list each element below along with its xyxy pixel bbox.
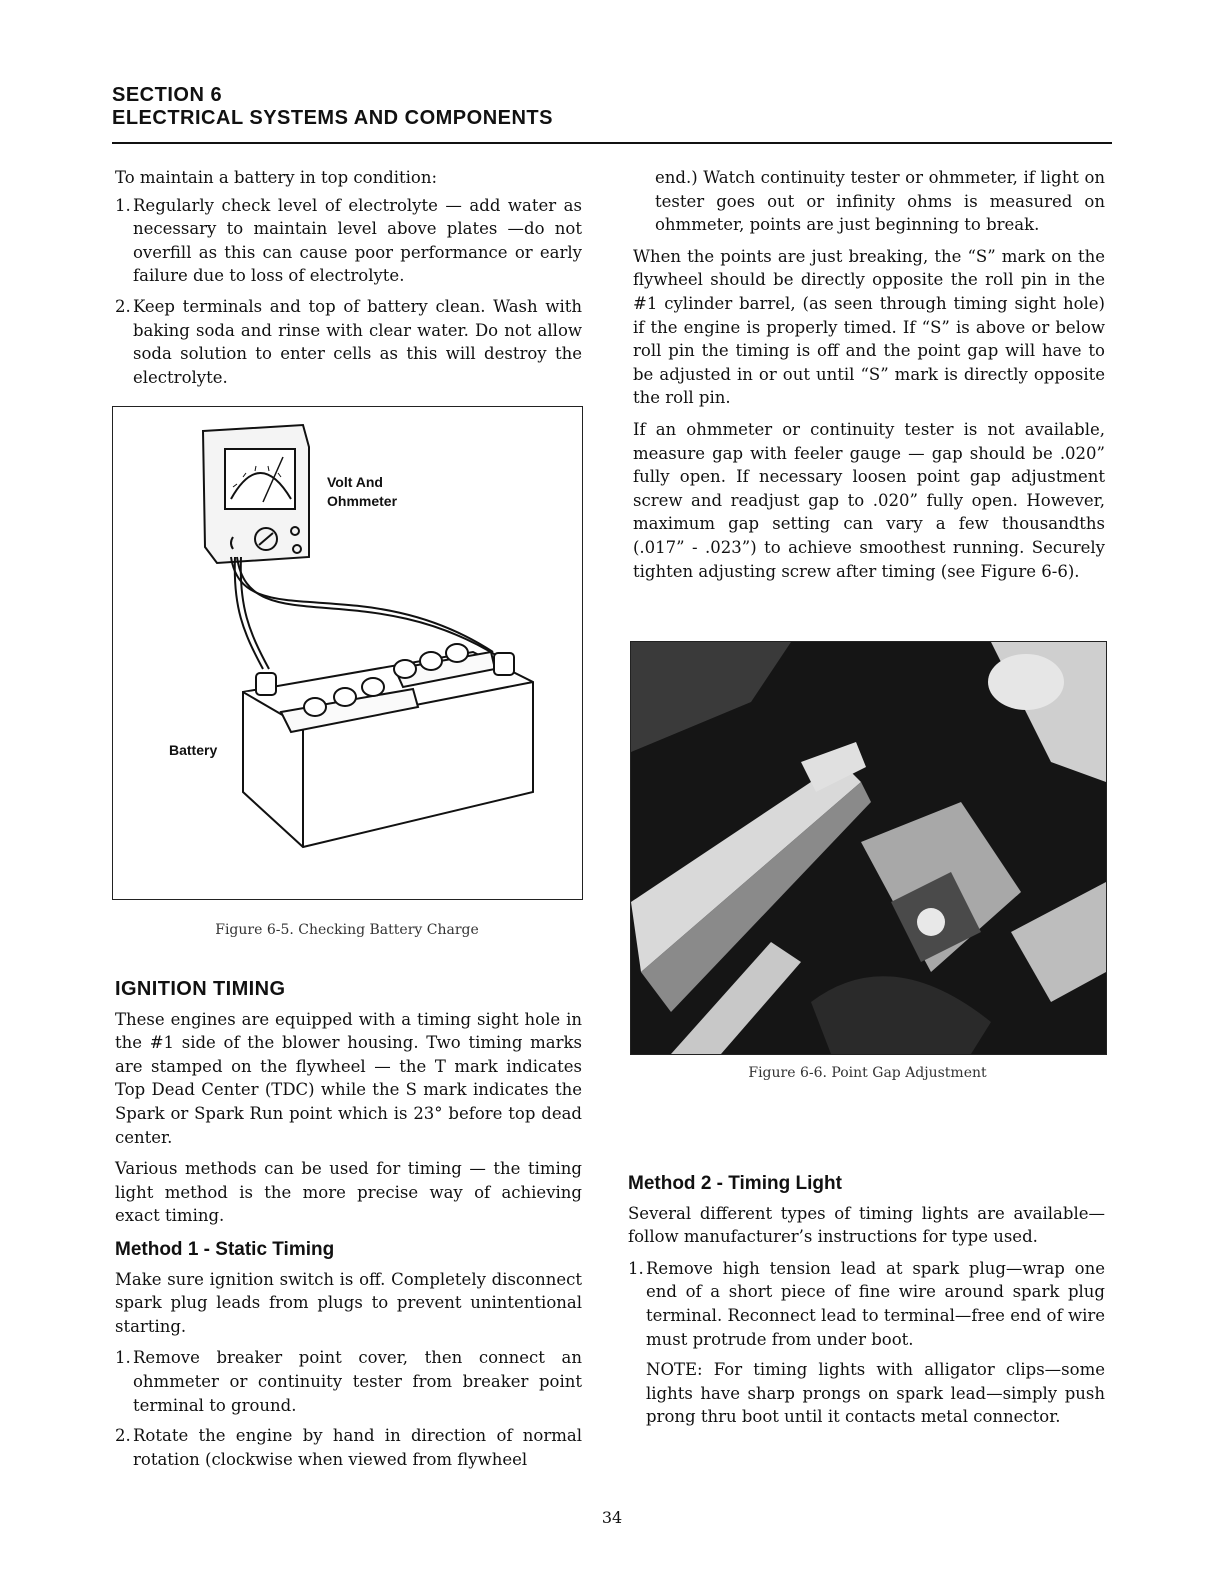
item-number: 1.: [115, 195, 131, 215]
section-header: [112, 84, 1112, 130]
item-text: Rotate the engine by hand in direction of normal rotation (clockwise when viewed from flywheel: [133, 1426, 582, 1469]
item-number: 2.: [115, 1426, 131, 1446]
item-number: 1.: [115, 1348, 131, 1368]
left-column-lower: [115, 968, 582, 1478]
figure-battery-charge: [112, 406, 583, 900]
item-text: Regularly check level of electrolyte — add water as necessary to maintain level above plates —do not overfill as this can cause poor performance or early failure due to loss of electrolyte.: [133, 195, 582, 286]
battery-item: [115, 194, 582, 288]
method2-heading: Method 2 - Timing Light: [628, 1173, 842, 1194]
item-text: Remove breaker point cover, then connect an ohmmeter or continuity tester from breaker point terminal to ground.: [133, 1348, 582, 1415]
meter-label: Volt And Ohmmeter: [327, 474, 398, 509]
ignition-timing-heading: IGNITION TIMING: [115, 978, 286, 1000]
continued-step-text: end.) Watch continuity tester or ohmmeter, if light on tester goes out or infinity ohms is measured on ohmmeter, points are just beginning to break.: [655, 168, 1105, 235]
figure-6-5-caption: Figure 6-5. Checking Battery Charge: [215, 922, 479, 938]
timing-paragraph: When the points are just breaking, the “S” mark on the flywheel should be directly opposite the roll pin in the #1 cylinder barrel, (as seen through timing sight hole) if the engine is properly timed. If “S” is above or below roll pin the timing is off and the point gap will have to be adjusted in or out until “S” mark is directly opposite the roll pin.: [633, 246, 1105, 408]
page-number: 34: [601, 1508, 623, 1527]
item-text: Keep terminals and top of battery clean. Wash with baking soda and rinse with clear water. Do not allow soda solution to enter cells as this will destroy the electrolyte.: [133, 296, 582, 387]
method2-item: [628, 1257, 1105, 1351]
item-text: Remove high tension lead at spark plug—wrap one end of a short piece of fine wire around spark plug terminal. Reconnect lead to terminal—free end of wire must protrude from under boot.: [646, 1258, 1105, 1349]
figure-6-6-caption: Figure 6-6. Point Gap Adjustment: [748, 1065, 987, 1081]
section-number: SECTION 6: [112, 84, 223, 106]
ignition-paragraph: These engines are equipped with a timing sight hole in the #1 side of the blower housing. Two timing marks are stamped on the flywheel — the T mark indicates Top Dead Center (TDC) while the S mark indicates the Spark or Spark Run point which is 23° before top dead center.: [115, 1009, 582, 1147]
left-column: [115, 166, 582, 396]
ignition-paragraph: Various methods can be used for timing — the timing light method is the more precise way of achieving exact timing.: [115, 1159, 582, 1226]
battery-item: [115, 295, 582, 389]
battery-icon: [243, 644, 533, 847]
method1-item: [115, 1424, 582, 1471]
battery-label: Battery: [169, 742, 218, 758]
feeler-gauge-paragraph: If an ohmmeter or continuity tester is not available, measure gap with feeler gauge — gap should be .020” fully open. If necessary loosen point gap adjustment screw and readjust gap to .020” fully open. However, maximum gap setting can vary a few thousandths (.017” - .023”) to achieve smoothest running. Securely tighten adjusting screw after timing (see Figure 6-6).: [633, 419, 1105, 581]
right-column: [633, 166, 1105, 591]
method2-paragraph: Several different types of timing lights are available—follow manufacturer’s instructions for type used.: [628, 1203, 1105, 1247]
engine-photo-illustration: [631, 642, 1106, 1054]
item-number: 1.: [628, 1258, 644, 1278]
battery-intro: To maintain a battery in top condition:: [115, 168, 438, 187]
section-title: ELECTRICAL SYSTEMS AND COMPONENTS: [112, 107, 553, 129]
method1-paragraph: Make sure ignition switch is off. Completely disconnect spark plug leads from plugs to prevent unintentional starting.: [115, 1269, 582, 1336]
header-rule: [112, 142, 1112, 144]
alligator-clip-note: NOTE: For timing lights with alligator clips—some lights have sharp prongs on spark lead—simply push prong thru boot until it contacts metal connector.: [646, 1360, 1105, 1427]
figure-point-gap-photo: [630, 641, 1107, 1055]
method1-heading: Method 1 - Static Timing: [115, 1238, 335, 1260]
right-column-lower: [628, 1162, 1105, 1429]
ohmmeter-icon: [203, 425, 309, 563]
method1-item: [115, 1346, 582, 1417]
item-number: 2.: [115, 296, 131, 316]
